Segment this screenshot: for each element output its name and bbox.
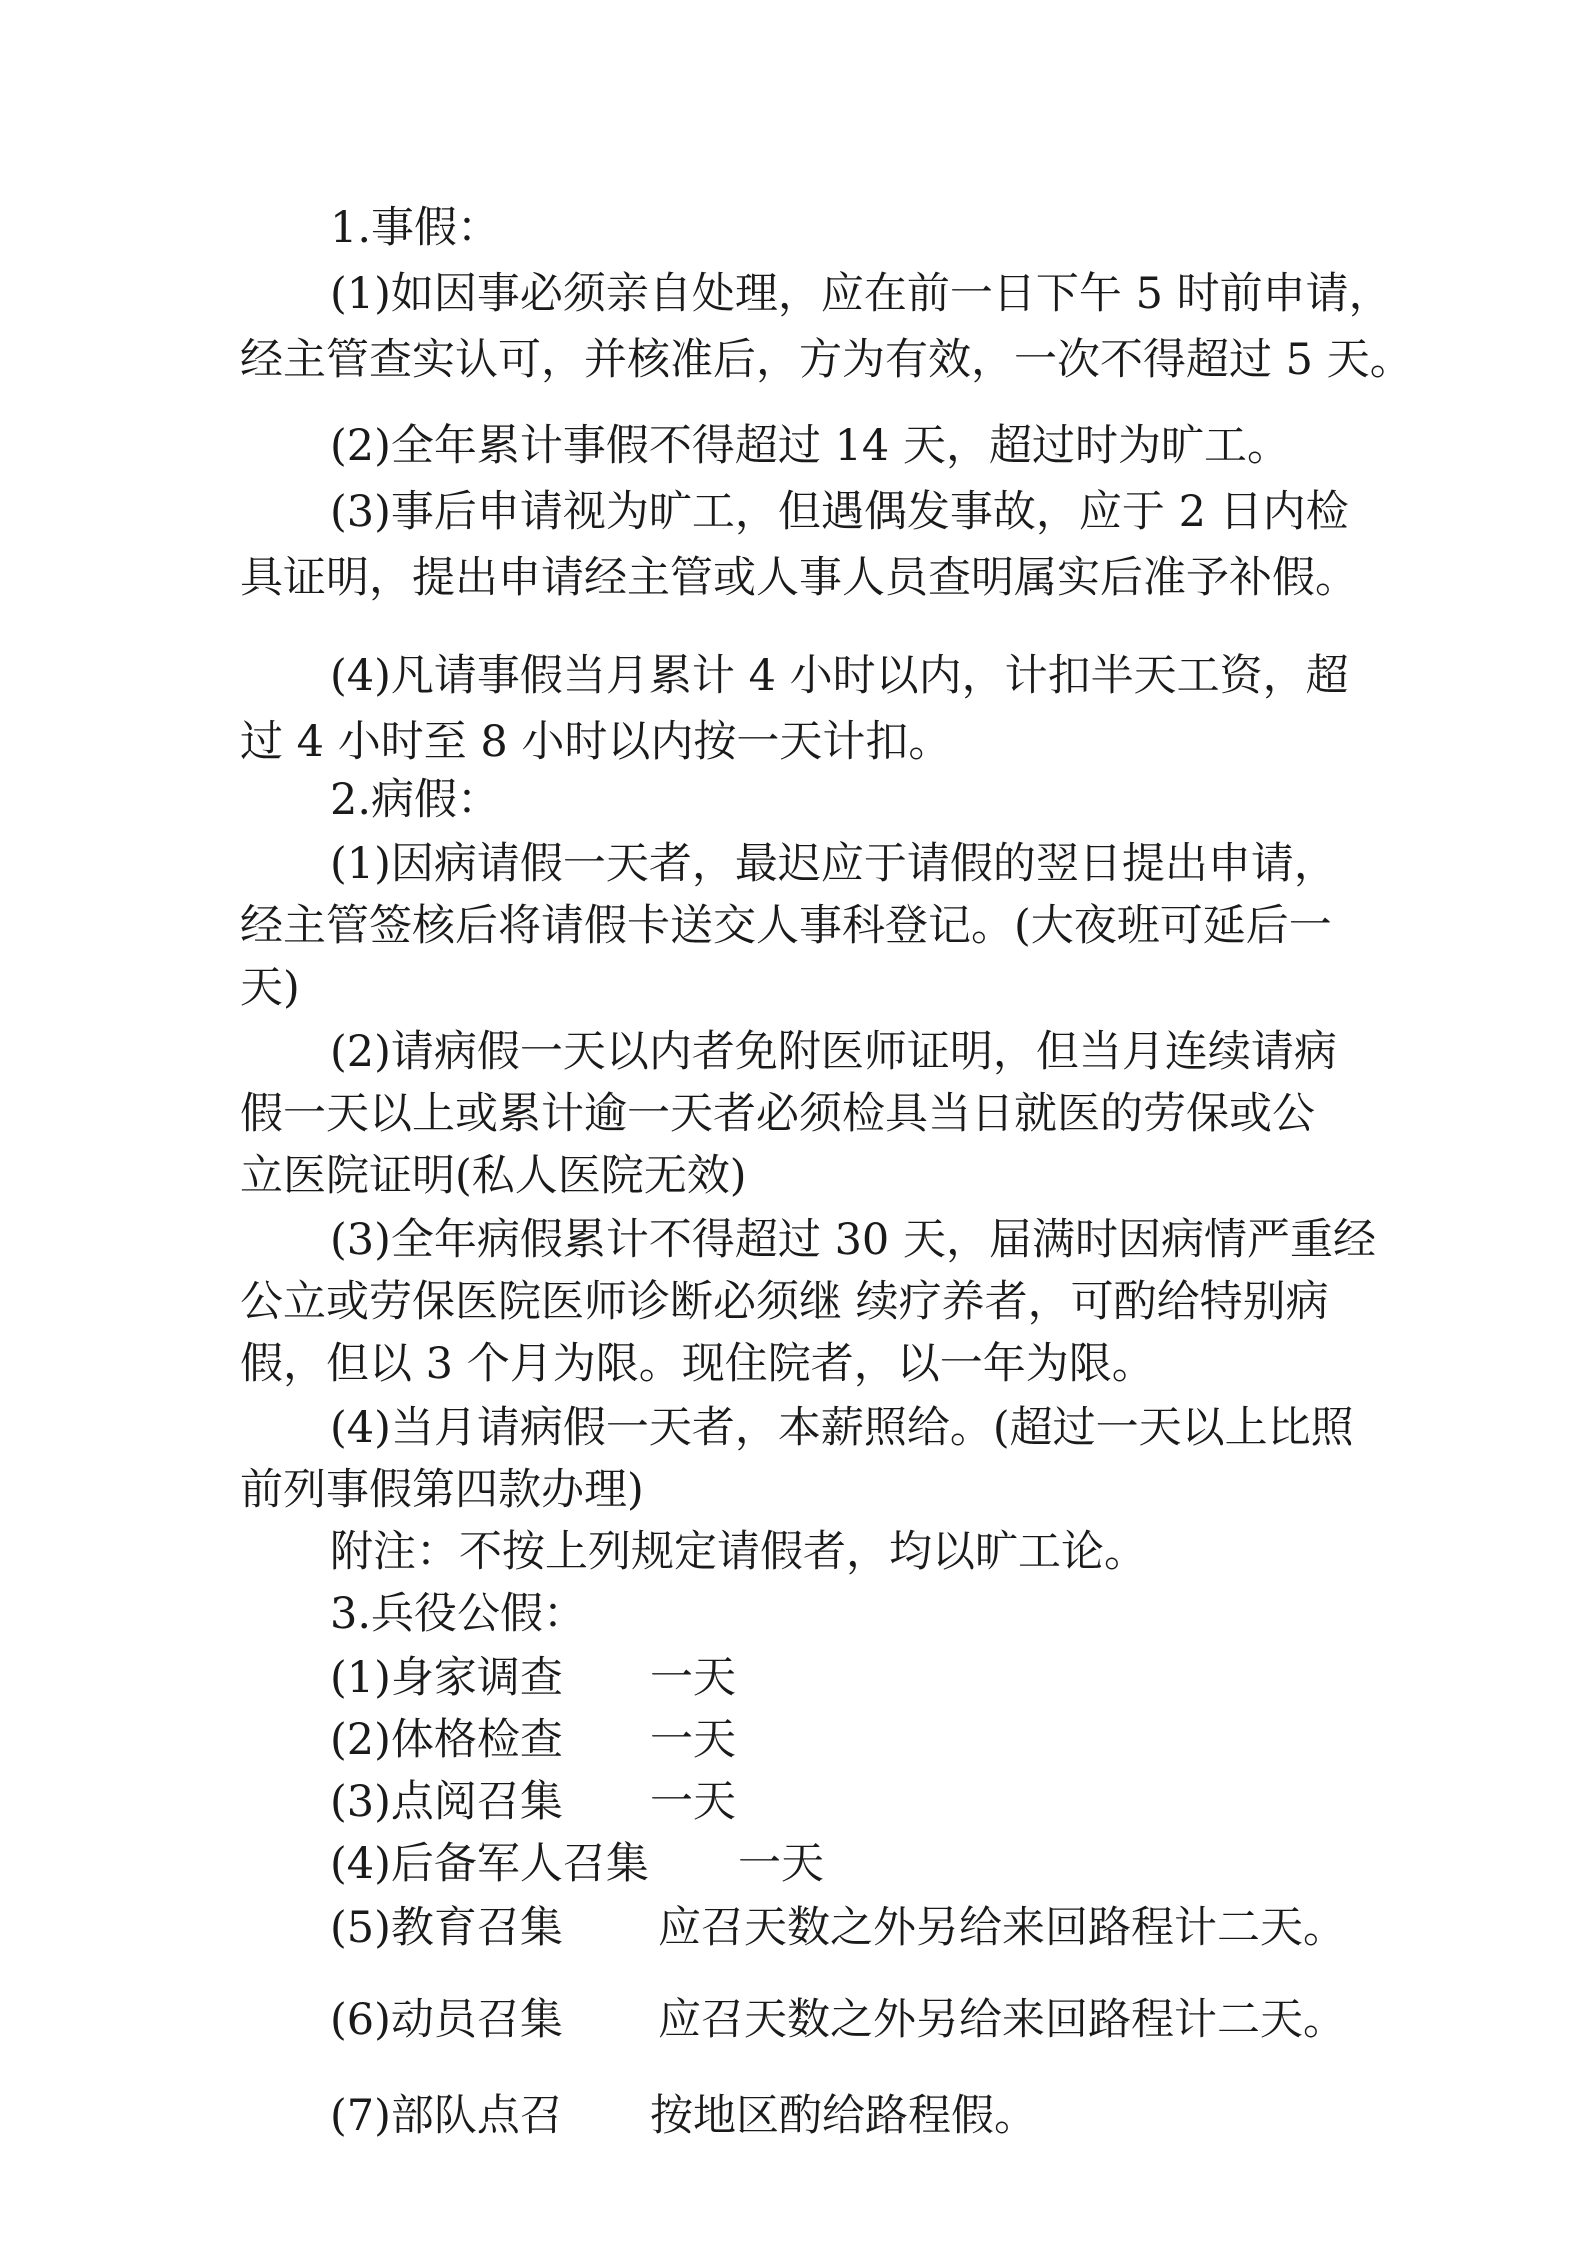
list-item-value: 应召天数之外另给来回路程计二天。 [658,1903,1346,1953]
note-line: 附注：不按上列规定请假者，均以旷工论。 [330,1527,1147,1577]
list-item-value: 一天 [650,1653,736,1703]
list-item-value: 一天 [738,1839,824,1889]
paragraph-line: (3)全年病假累计不得超过 30 天，届满时因病情严重经 [330,1215,1376,1265]
section-heading-military-leave: 3.兵役公假： [330,1589,587,1639]
list-item-label: (2)体格检查 [330,1715,563,1765]
paragraph-line: 经主管签核后将请假卡送交人事科登记。(大夜班可延后一 [240,901,1332,951]
paragraph-line: 天) [240,963,300,1013]
paragraph-line: (3)事后申请视为旷工，但遇偶发事故，应于 2 日内检 [330,487,1349,537]
list-item-value: 一天 [650,1777,736,1827]
section-heading-personal-leave: 1.事假： [330,203,501,253]
paragraph-line: (1)如因事必须亲自处理，应在前一日下午 5 时前申请， [330,269,1392,319]
list-item-value: 应召天数之外另给来回路程计二天。 [658,1995,1346,2045]
list-item-label: (3)点阅召集 [330,1777,563,1827]
list-item-label: (6)动员召集 [330,1995,563,2045]
paragraph-line: (4)凡请事假当月累计 4 小时以内，计扣半天工资，超 [330,651,1349,701]
paragraph-line: 假，但以 3 个月为限。现住院者，以一年为限。 [240,1339,1155,1389]
list-item-label: (7)部队点召 [330,2091,563,2141]
paragraph-line: (4)当月请病假一天者，本薪照给。(超过一天以上比照 [330,1403,1354,1453]
paragraph-line: (1)因病请假一天者，最迟应于请假的翌日提出申请， [330,839,1337,889]
paragraph-line: 过 4 小时至 8 小时以内按一天计扣。 [240,717,952,767]
list-item-label: (4)后备军人召集 [330,1839,649,1889]
paragraph-line: 具证明，提出申请经主管或人事人员查明属实后准予补假。 [240,553,1358,603]
paragraph-line: (2)全年累计事假不得超过 14 天，超过时为旷工。 [330,421,1290,471]
paragraph-line: 立医院证明(私人医院无效) [240,1151,747,1201]
list-item-value: 一天 [650,1715,736,1765]
list-item-value: 按地区酌给路程假。 [650,2091,1037,2141]
paragraph-line: 经主管查实认可，并核准后，方为有效，一次不得超过 5 天。 [240,335,1413,385]
list-item-label: (1)身家调查 [330,1653,563,1703]
paragraph-line: 公立或劳保医院医师诊断必须继 续疗养者，可酌给特别病 [240,1277,1329,1327]
section-heading-sick-leave: 2.病假： [330,775,501,825]
paragraph-line: 假一天以上或累计逾一天者必须检具当日就医的劳保或公 [240,1089,1315,1139]
paragraph-line: (2)请病假一天以内者免附医师证明，但当月连续请病 [330,1027,1337,1077]
paragraph-line: 前列事假第四款办理) [240,1465,644,1515]
list-item-label: (5)教育召集 [330,1903,563,1953]
